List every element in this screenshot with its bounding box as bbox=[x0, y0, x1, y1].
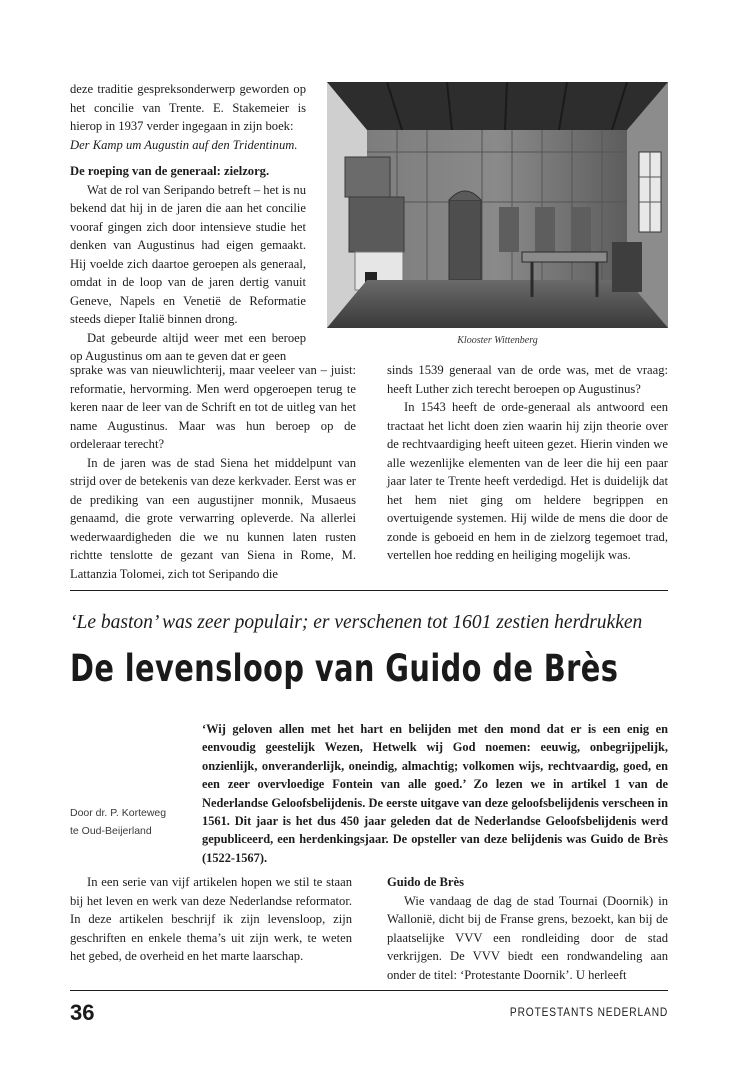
journal-name: PROTESTANTS NEDERLAND bbox=[509, 1005, 668, 1019]
cloister-interior-photo bbox=[327, 82, 668, 328]
byline-location: te Oud-Beijerland bbox=[70, 825, 152, 837]
section-heading: Guido de Brès bbox=[387, 875, 464, 889]
paragraph: sinds 1539 generaal van de orde was, met de vraag: heeft Luther zich terecht beroepen op Augustinus? bbox=[387, 363, 668, 396]
section-divider bbox=[70, 590, 668, 591]
body-left-column bbox=[70, 873, 352, 966]
article-title: De levensloop van Guido de Brès bbox=[70, 647, 619, 690]
paragraph: In de jaren was de stad Siena het middelpunt van strijd over de betekenis van deze kerkvader. Eerst was er de prediking van een augustijner monnik, Musaeus genaamd, die grote verwarring opleverde. Na allerlei wederwaardigheden die we nu kunnen laten rusten richtte tenslotte de gezant van Siena in Rome, M. Lattanzia Tolomei, zich tot Seripando die bbox=[70, 455, 356, 581]
paragraph: sprake was van nieuwlichterij, maar veeleer van – juist: reformatie, hervorming. Men werd opgeroepen terug te keren naar de leer van de Schrift en tot de uitleg van het name Augustinus. Maar was hun beroep op de ordeleraar terecht? bbox=[70, 363, 356, 451]
left-column-top bbox=[70, 80, 306, 366]
lead-paragraph: ‘Wij geloven allen met het hart en belijden met den mond dat er is een enig en eenvoudig geestelijk Wezen, Hetwelk wij God noemen: eeuwig, onbegrijpelijk, onzienlijk, onveranderlijk, oneindig, almachtig; volkomen wijs, rechtvaardig, goed, en een zeer overvloedige Fontein van alle goed.’ Zo lezen we in artikel 1 van de Nederlandse Geloofsbelijdenis. De eerste uitgave van deze geloofsbelijdenis verscheen in 1561. Dit jaar is het dus 450 jaar geleden dat de Nederlandse Geloofsbelijdenis werd gepubliceerd, een herdenkingsjaar. De opsteller van deze belijdenis was Guido de Brès (1522-1567). bbox=[202, 722, 668, 865]
footer-divider bbox=[70, 990, 668, 991]
article-subheading: ‘Le baston’ was zeer populair; er verschenen tot 1601 zestien herdrukken bbox=[70, 612, 643, 633]
section-heading: De roeping van de generaal: zielzorg. bbox=[70, 164, 270, 178]
right-column-top bbox=[387, 361, 668, 565]
paragraph: Dat gebeurde altijd weer met een beroep op Augustinus om aan te geven dat er geen bbox=[70, 330, 306, 363]
paragraph: In een serie van vijf artikelen hopen we stil te staan bij het leven en werk van deze Nederlandse reformator. In deze artikelen beschrijf ik zijn levensloop, zijn geschriften en enkele thema’s uit zijn werk, te weten het gebed, de overheid en het marte laarschap. bbox=[70, 875, 352, 963]
author-byline bbox=[70, 804, 195, 840]
paragraph: deze traditie gespreksonderwerp geworden op het concilie van Trente. E. Stakemeier is hierop in 1937 verder ingegaan in zijn boek: bbox=[70, 82, 306, 133]
paragraph: Wie vandaag de dag de stad Tournai (Doornik) in Wallonië, dicht bij de Franse grens, bezoekt, kan bij de plaatselijke VVV een rondleiding door de stad verkrijgen. De VVV biedt een rondwandeling aan onder de titel: ‘Protestante Doornik’. U herleeft bbox=[387, 893, 668, 982]
article-lead bbox=[202, 720, 668, 867]
photo-caption: Klooster Wittenberg bbox=[457, 335, 538, 346]
page-number: 36 bbox=[70, 1000, 95, 1025]
book-title: Der Kamp um Augustin auf den Tridentinum. bbox=[70, 137, 298, 152]
byline-author: Door dr. P. Korteweg bbox=[70, 807, 167, 819]
left-column-bottom bbox=[70, 361, 356, 583]
paragraph: In 1543 heeft de orde-generaal als antwoord een tractaat het licht doen zien waarin hij zijn theorie over de rechtvaardiging heeft uiteen gezet. Hierin vinden we alle wezenlijke elementen van de leer die hij een paar jaar later te Trente heeft verdedigd. Het is duidelijk dat het hem niet ging om heldere begrippen en overtuigende systemen. Hij wilde de mens die door de zonde is geboeid en hem in de zielzorg tegemoet trad, vertellen hoe redding en heiliging mogelijk was. bbox=[387, 400, 668, 562]
paragraph: Wat de rol van Seripando betreft – het is nu bekend dat hij in de jaren die aan het concilie vooraf gingen zich door intensieve studie het denken van Augustinus had eigen gemaakt. Hij voelde zich daartoe geroepen als generaal, omdat in de loop van de jaren dertig vanuit Geneve, Napels en Venetië de Reformatie steeds dieper Italië binnen drong. bbox=[70, 182, 306, 326]
body-right-column bbox=[387, 873, 668, 984]
